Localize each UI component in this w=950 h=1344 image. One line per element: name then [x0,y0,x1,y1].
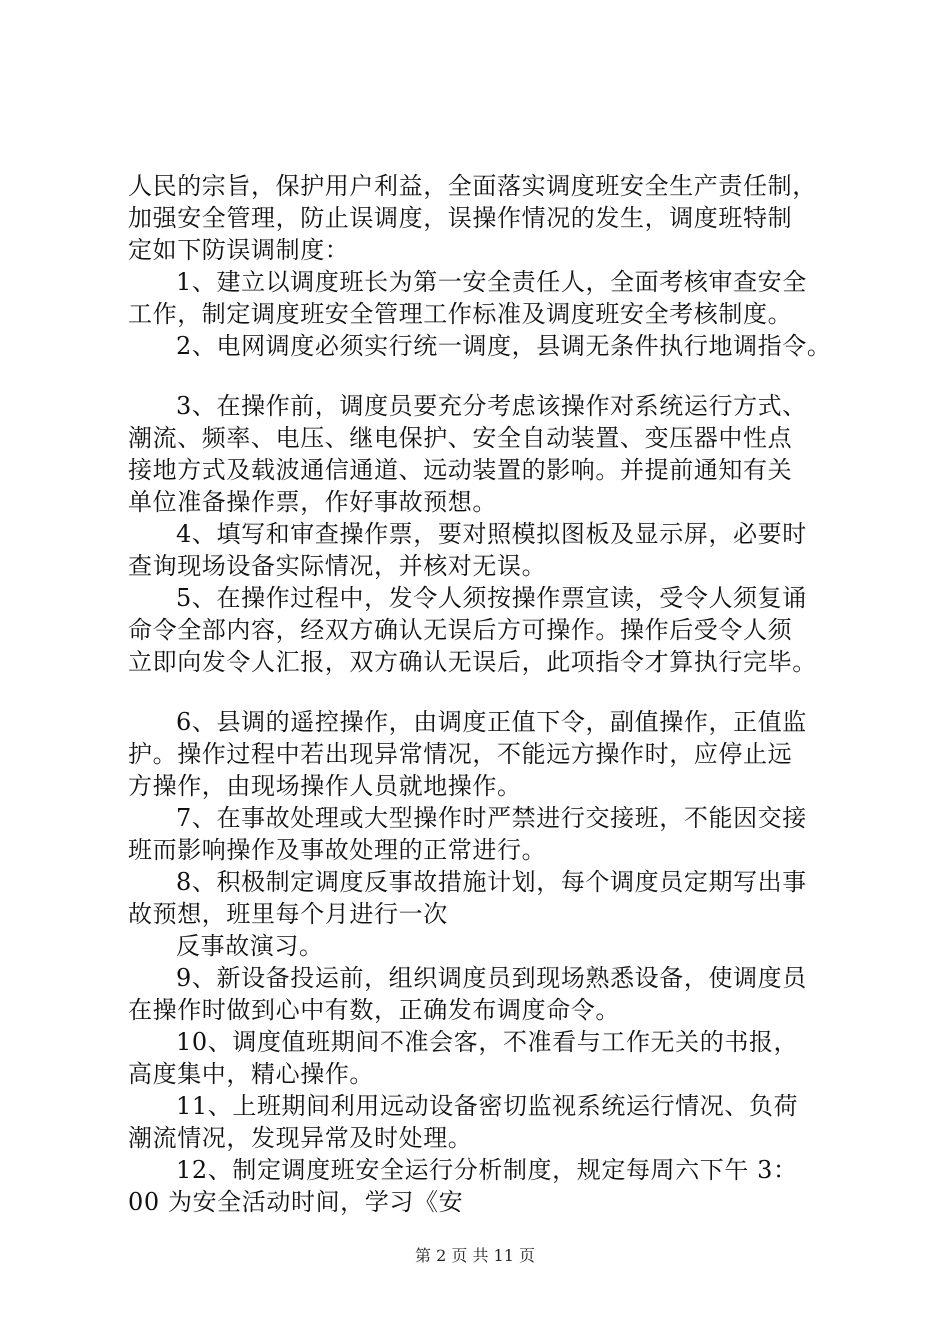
clause-10-line: 10、调度值班期间不准会客，不准看与工作无关的书报， [176,1028,799,1056]
clause-6-line: 护。操作过程中若出现异常情况，不能远方操作时，应停止远 [128,740,793,768]
body-line: 加强安全管理，防止误调度，误操作情况的发生，调度班特制 [128,204,793,232]
clause-3-line: 3、在操作前，调度员要充分考虑该操作对系统运行方式、 [176,392,807,420]
clause-10-line: 高度集中，精心操作。 [128,1060,374,1088]
clause-7-line: 7、在事故处理或大型操作时严禁进行交接班，不能因交接 [176,804,807,832]
clause-2-line: 2、电网调度必须实行统一调度，县调无条件执行地调指令。 [176,332,832,360]
clause-8-line: 故预想，班里每个月进行一次 [128,900,448,928]
clause-9-line: 9、新设备投运前，组织调度员到现场熟悉设备，使调度员 [176,964,807,992]
clause-7-line: 班而影响操作及事故处理的正常进行。 [128,836,547,864]
blank-spacer [128,678,828,706]
clause-5-line: 命令全部内容，经双方确认无误后方可操作。操作后受令人须 [128,616,793,644]
clause-8-line: 8、积极制定调度反事故措施计划，每个调度员定期写出事 [176,868,807,896]
page-number-footer: 第 2 页 共 11 页 [415,1246,535,1265]
clause-3-line: 接地方式及载波通信通道、远动装置的影响。并提前通知有关 [128,456,793,484]
clause-6-line: 6、县调的遥控操作，由调度正值下令，副值操作，正值监 [176,708,807,736]
blank-spacer [128,362,828,390]
clause-12-line: 12、制定调度班安全运行分析制度，规定每周六下午 3： [176,1156,798,1184]
clause-4-line: 查询现场设备实际情况，并核对无误。 [128,552,547,580]
clause-12-line: 00 为安全活动时间，学习《安 [128,1188,464,1216]
clause-5-line: 立即向发令人汇报，双方确认无误后，此项指令才算执行完毕。 [128,648,817,676]
body-line: 人民的宗旨，保护用户利益，全面落实调度班安全生产责任制， [128,172,817,200]
clause-3-line: 单位准备操作票，作好事故预想。 [128,488,497,516]
clause-6-line: 方操作，由现场操作人员就地操作。 [128,772,522,800]
clause-1-line: 工作，制定调度班安全管理工作标准及调度班安全考核制度。 [128,300,793,328]
clause-1-line: 1、建立以调度班长为第一安全责任人，全面考核审查安全 [176,268,807,296]
clause-5-line: 5、在操作过程中，发令人须按操作票宣读，受令人须复诵 [176,584,807,612]
document-body [128,170,832,1218]
clause-3-line: 潮流、频率、电压、继电保护、安全自动装置、变压器中性点 [128,424,793,452]
clause-8-line: 反事故演习。 [176,932,324,960]
clause-11-line: 潮流情况，发现异常及时处理。 [128,1124,473,1152]
clause-4-line: 4、填写和审查操作票，要对照模拟图板及显示屏，必要时 [176,520,807,548]
clause-9-line: 在操作时做到心中有数，正确发布调度命令。 [128,996,620,1024]
clause-11-line: 11、上班期间利用远动设备密切监视系统运行情况、负荷 [176,1092,799,1120]
body-line: 定如下防误调制度： [128,236,350,264]
